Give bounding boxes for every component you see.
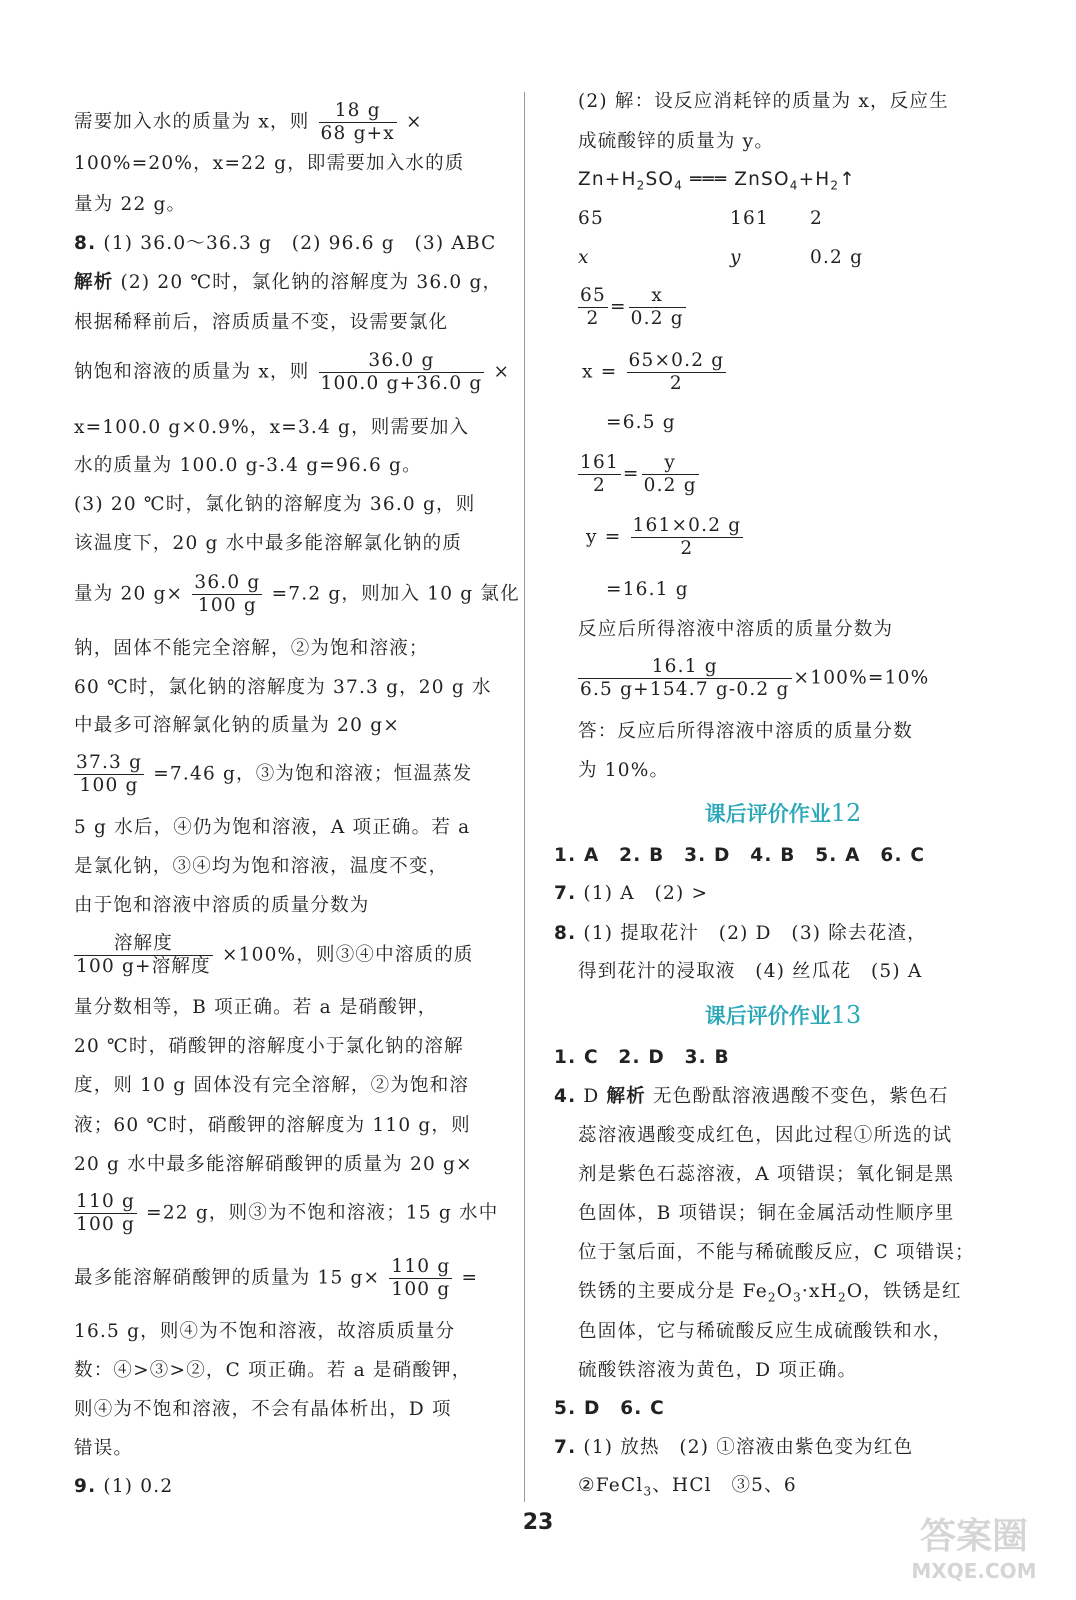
text-line — [74, 350, 510, 395]
fraction — [389, 1256, 452, 1301]
variable: x — [578, 247, 590, 268]
subscript: 4 — [674, 178, 684, 193]
text: =22 g，则③为不饱和溶液；15 g 水中 — [146, 1202, 499, 1224]
numerator: 37.3 g — [76, 752, 143, 773]
denominator: 0.2 g — [630, 308, 684, 329]
denominator: 100 g — [76, 1214, 136, 1235]
question-number: 8. — [554, 923, 577, 944]
text: 钠饱和溶液的质量为 x，则 — [74, 361, 310, 383]
answer: (1) 36.0～36.3 g (2) 96.6 g (3) ABC — [103, 233, 497, 254]
text-line: 度，则 10 g 固体没有完全溶解，②为饱和溶 — [74, 1075, 470, 1096]
heading-text: 课后评价作业 — [704, 1004, 831, 1028]
numerator: 110 g — [76, 1191, 136, 1212]
subscript: 2 — [837, 1290, 847, 1305]
answer: (1) A (2) > — [583, 883, 709, 904]
numerator: 18 g — [319, 100, 397, 123]
text: x，则 — [258, 111, 310, 133]
text-line: 量为 22 g。 — [74, 194, 187, 215]
value: 65 — [578, 208, 604, 229]
denominator: 100 g+溶解度 — [76, 956, 211, 977]
analysis-label: 解析 — [74, 272, 114, 293]
page-number: 23 — [522, 1510, 554, 1535]
subscript: 3 — [643, 1484, 653, 1499]
question-number: 7. — [554, 883, 577, 904]
text-line — [74, 1191, 498, 1236]
text-line: 剂是紫色石蕊溶液，A 项错误；氧化铜是黑 — [578, 1164, 955, 1185]
text: y = — [586, 526, 622, 548]
text: SO — [645, 169, 675, 190]
text-line — [74, 933, 474, 978]
fraction — [74, 933, 213, 978]
text-line: (3) 20 ℃时，氯化钠的溶解度为 36.0 g，则 — [74, 494, 476, 515]
fraction — [319, 350, 485, 395]
fraction — [642, 452, 699, 497]
question-9 — [74, 1475, 173, 1499]
text-line — [578, 1474, 797, 1504]
value: 0.2 g — [810, 247, 864, 268]
denominator: 0.2 g — [643, 475, 697, 496]
text-line: 20 g 水中最多能溶解硝酸钾的质量为 20 g× — [74, 1154, 473, 1175]
question-8 — [74, 232, 496, 256]
answer-row — [554, 882, 708, 906]
numerator: 16.1 g — [578, 656, 792, 679]
text: × — [406, 111, 423, 133]
subscript: 2 — [830, 178, 840, 193]
text: 需要加入水的质量为 — [74, 111, 252, 133]
text: = — [461, 1267, 479, 1289]
text: ·xH — [801, 1281, 838, 1302]
text: =7.46 g，③为饱和溶液；恒温蒸发 — [153, 763, 473, 785]
fraction — [629, 285, 686, 330]
fraction — [631, 515, 744, 560]
text-line: 5 g 水后，④仍为饱和溶液，A 项正确。若 a — [74, 817, 471, 838]
text-line: 错误。 — [74, 1438, 134, 1459]
answer: D — [583, 1086, 600, 1107]
heading-number: 13 — [830, 1001, 862, 1029]
text-line: 液；60 ℃时，硝酸钾的溶解度为 110 g，则 — [74, 1115, 471, 1136]
fraction — [74, 752, 144, 797]
answer-row: 1. A 2. B 3. D 4. B 5. A 6. C — [554, 845, 926, 866]
heading-number: 12 — [830, 799, 862, 827]
watermark-logo — [894, 1506, 1054, 1586]
denominator: 100 g — [79, 775, 139, 796]
text: O，铁锈是红 — [846, 1281, 962, 1302]
answer-row — [554, 1085, 949, 1109]
answer: (1) 放热 (2) ①溶液由紫色变为红色 — [583, 1437, 914, 1458]
text: =7.2 g，则加入 10 g 氯化 — [271, 583, 520, 605]
text-line: 蕊溶液遇酸变成红色，因此过程①所选的试 — [578, 1125, 953, 1146]
answer-row — [554, 922, 927, 946]
calc-y — [586, 515, 745, 560]
text: x = — [582, 361, 618, 383]
text-line: 位于氢后面，不能与稀硫酸反应，C 项错误； — [578, 1242, 975, 1263]
answer-row: 5. D 6. C — [554, 1398, 665, 1419]
proportion: $\frac{161}{2}$ = $\frac{y}{0.2 g}$ — [580, 452, 697, 496]
text-line: 得到花汁的浸取液 (4) 丝瓜花 (5) A — [578, 961, 923, 982]
denominator: 2 — [586, 308, 600, 329]
text: 、HCl ③5、6 — [652, 1475, 797, 1496]
calc-x — [582, 350, 728, 395]
text-line: (2) 解：设反应消耗锌的质量为 x，反应生 — [578, 91, 949, 112]
denominator: 2 — [680, 538, 694, 559]
heading-text: 课后评价作业 — [704, 802, 831, 826]
numerator: 110 g — [391, 1256, 451, 1277]
analysis-label: 解析 — [606, 1086, 646, 1107]
fraction — [578, 285, 608, 330]
text-line: 60 ℃时，氯化钠的溶解度为 37.3 g，20 g 水 — [74, 677, 492, 698]
text: Zn+H — [578, 169, 637, 190]
fraction — [627, 350, 727, 395]
answer-row: 1. C 2. D 3. B — [554, 1047, 730, 1068]
text-line — [74, 572, 520, 617]
numerator: 161 — [580, 452, 619, 473]
section-heading-13 — [578, 1000, 988, 1030]
numerator: y — [642, 452, 699, 475]
text: 铁锈的主要成分是 Fe — [578, 1281, 768, 1302]
text-line — [74, 1256, 478, 1301]
text-line — [74, 271, 502, 295]
text: ②FeCl — [578, 1475, 644, 1496]
text-line — [74, 752, 472, 797]
answer: (1) 0.2 — [103, 1476, 174, 1497]
text-line: 色固体，B 项错误；铜在金属活动性顺序里 — [578, 1203, 955, 1224]
fraction — [578, 452, 621, 497]
fraction — [578, 656, 792, 701]
watermark-top: 答案圈 — [919, 1516, 1029, 1557]
mass-fraction-calc — [578, 656, 929, 701]
question-number: 7. — [554, 1437, 577, 1458]
text-line: 为 10%。 — [578, 760, 670, 781]
subscript: 2 — [767, 1290, 777, 1305]
result-y: =16.1 g — [606, 579, 689, 600]
numerator: 65 — [580, 285, 606, 306]
text: O — [776, 1281, 794, 1302]
text: ZnSO — [734, 169, 790, 190]
subscript: 2 — [636, 178, 646, 193]
text-line: 反应后所得溶液中溶质的质量分数为 — [578, 619, 894, 640]
subscript: 4 — [789, 178, 799, 193]
text-line: 根据稀释前后，溶质质量不变，设需要氯化 — [74, 312, 449, 333]
text: +H — [798, 169, 831, 190]
section-heading-12 — [578, 798, 988, 828]
denominator: 2 — [669, 373, 683, 394]
text-line: 数：④>③>②，C 项正确。若 a 是硝酸钾， — [74, 1360, 472, 1381]
text-line: 钠，固体不能完全溶解，②为饱和溶液； — [74, 638, 429, 659]
text-line: 色固体，它与稀硫酸反应生成硫酸铁和水， — [578, 1321, 953, 1342]
watermark-bottom: MXQE.COM — [911, 1559, 1037, 1583]
answer-row — [554, 1436, 913, 1460]
numerator: 36.0 g — [194, 572, 261, 593]
denominator: 100.0 g+36.0 g — [320, 373, 483, 394]
question-number: 9. — [74, 1476, 97, 1497]
text: × — [493, 361, 511, 383]
molar-mass: 2 — [810, 208, 823, 229]
fraction — [192, 572, 262, 617]
numerator: 65×0.2 g — [628, 350, 725, 371]
denominator: 2 — [592, 475, 606, 496]
text-line: 答：反应后所得溶液中溶质的质量分数 — [578, 721, 913, 742]
text-line: 该温度下，20 g 水中最多能溶解氯化钠的质 — [74, 533, 463, 554]
result-x: =6.5 g — [606, 412, 676, 433]
text-line: 水的质量为 100.0 g-3.4 g=96.6 g。 — [74, 455, 422, 476]
text-line: 硫酸铁溶液为黄色，D 项正确。 — [578, 1360, 858, 1381]
text-line: 20 ℃时，硝酸钾的溶解度小于氯化钠的溶解 — [74, 1036, 464, 1057]
text: (2) 20 ℃时，氯化钠的溶解度为 36.0 g， — [120, 272, 503, 293]
denominator: 100 g — [391, 1279, 451, 1300]
text-line: 中最多可溶解氯化钠的质量为 20 g× — [74, 715, 400, 736]
numerator: 161×0.2 g — [632, 515, 742, 536]
text-line: 则④为不饱和溶液，不会有晶体析出，D 项 — [74, 1399, 452, 1420]
chemical-equation — [578, 168, 856, 198]
column-divider — [524, 92, 525, 1502]
text-line: 是氯化钠，③④均为饱和溶液，温度不变， — [74, 856, 449, 877]
text: 无色酚酞溶液遇酸不变色，紫色石 — [653, 1086, 949, 1107]
text: ×100%=10% — [793, 667, 930, 689]
denominator: 100 g — [197, 595, 257, 616]
molar-mass-row — [578, 207, 604, 231]
text-line: 量分数相等，B 项正确。若 a 是硝酸钾， — [74, 997, 438, 1018]
text-line: 100%=20%，x=22 g，即需要加入水的质 — [74, 153, 465, 174]
proportion: $\frac{65}{2}$ = $\frac{x}{0.2 g}$ — [580, 285, 684, 329]
equals-sign: ═══ — [690, 169, 728, 190]
molar-mass: 161 — [730, 208, 769, 229]
text: ×100%，则③④中溶质的质 — [221, 944, 474, 966]
denominator: 6.5 g+154.7 g-0.2 g — [580, 679, 790, 700]
text-line: x=100.0 g×0.9%，x=3.4 g，则需要加入 — [74, 417, 470, 438]
fraction — [74, 1191, 137, 1236]
variable: y — [730, 247, 742, 268]
question-number: 4. — [554, 1086, 577, 1107]
text-line: 成硫酸锌的质量为 y。 — [578, 131, 775, 152]
numerator: 溶解度 — [74, 933, 213, 956]
text-line — [578, 1280, 962, 1310]
numerator: 36.0 g — [319, 350, 485, 373]
answer: (1) 提取花汁 (2) D (3) 除去花渣， — [583, 923, 927, 944]
question-number: 8. — [74, 233, 97, 254]
numerator: x — [629, 285, 686, 308]
text: 最多能溶解硝酸钾的质量为 15 g× — [74, 1267, 381, 1289]
up-arrow-icon: ↑ — [839, 169, 856, 190]
text-line: 16.5 g，则④为不饱和溶液，故溶质质量分 — [74, 1321, 456, 1342]
text: 量为 20 g× — [74, 583, 184, 605]
denominator: 68 g+x — [320, 123, 395, 144]
text-line: 由于饱和溶液中溶质的质量分数为 — [74, 895, 370, 916]
subscript: 3 — [793, 1290, 802, 1305]
text-line — [74, 100, 423, 145]
fraction — [319, 100, 397, 145]
